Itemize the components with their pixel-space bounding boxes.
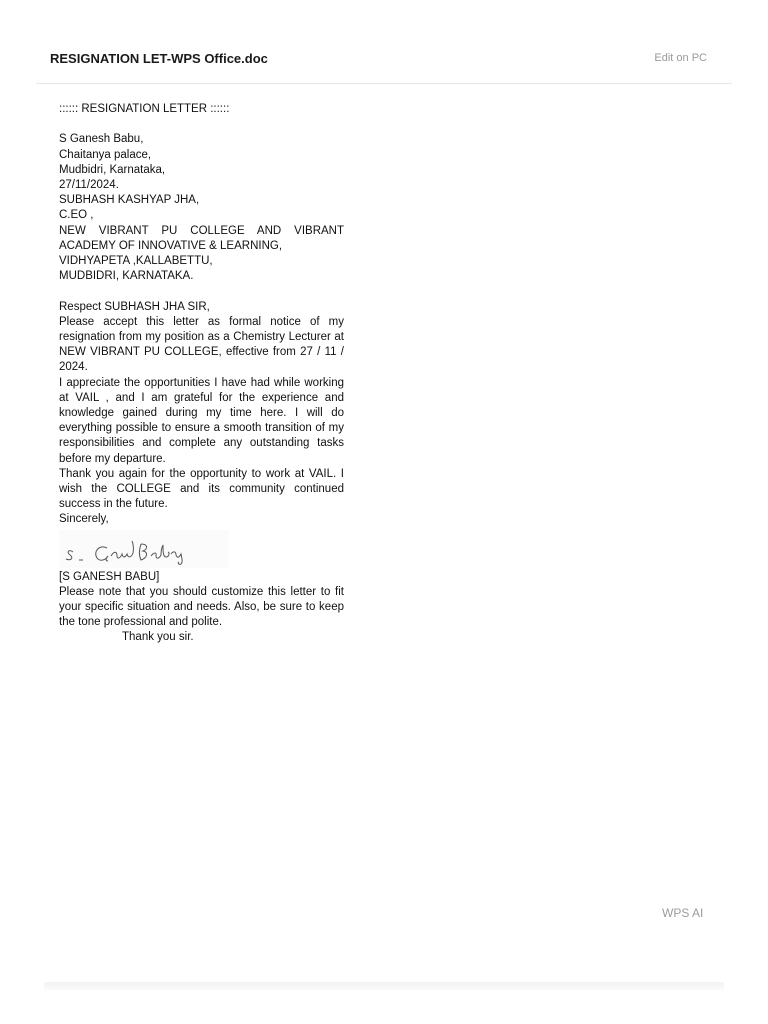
document-title: RESIGNATION LET-WPS Office.doc <box>50 51 268 66</box>
paragraph-thanks: Thank you again for the opportunity to work at VAIL. I wish the COLLEGE and its community continued success in the future. <box>59 467 344 511</box>
paragraph-notice: Please accept this letter as formal notice of my resignation from my position as a Chemistry Lecturer at NEW VIBRANT PU COLLEGE, effective from 27 / 11 / 2024. <box>59 315 344 374</box>
paragraph-appreciation: I appreciate the opportunities I have had while working at VAIL , and I am grateful for the experience and knowledge gained during my time here. I will do everything possible to ensure a smooth transition of my responsibilities and complete any outstanding tasks before my departure. <box>59 376 344 465</box>
thank-you-line: Thank you sir. <box>122 631 194 644</box>
recipient-address-line: VIDHYAPETA ,KALLABETTU, <box>59 255 213 268</box>
recipient-address-line: MUDBIDRI, KARNATAKA. <box>59 270 194 283</box>
sender-line: S Ganesh Babu, <box>59 133 144 146</box>
sender-line: Chaitanya palace, <box>59 148 152 161</box>
recipient-title: C.EO , <box>59 209 94 222</box>
spacer <box>59 117 344 132</box>
wps-ai-button[interactable]: WPS AI <box>662 906 704 920</box>
document-header <box>36 36 732 84</box>
recipient-name: SUBHASH KASHYAP JHA, <box>59 194 200 207</box>
document-body <box>59 102 344 646</box>
edit-on-pc-link[interactable]: Edit on PC <box>654 52 707 64</box>
signer-name: [S GANESH BABU] <box>59 570 160 583</box>
page-bottom-edge <box>44 982 724 990</box>
spacer <box>59 284 344 299</box>
salutation: Respect SUBHASH JHA SIR, <box>59 300 210 313</box>
signature-image <box>59 530 229 568</box>
customize-note: Please note that you should customize this letter to fit your specific situation and needs. Also, be sure to keep the tone professional and polite. <box>59 585 344 629</box>
closing: Sincerely, <box>59 513 109 526</box>
letter-date: 27/11/2024. <box>59 179 119 191</box>
letter-heading: :::::: RESIGNATION LETTER :::::: <box>59 103 230 115</box>
sender-line: Mudbidri, Karnataka, <box>59 163 166 176</box>
recipient-org: NEW VIBRANT PU COLLEGE AND VIBRANT ACADEMY OF INNOVATIVE & LEARNING, <box>59 224 344 252</box>
